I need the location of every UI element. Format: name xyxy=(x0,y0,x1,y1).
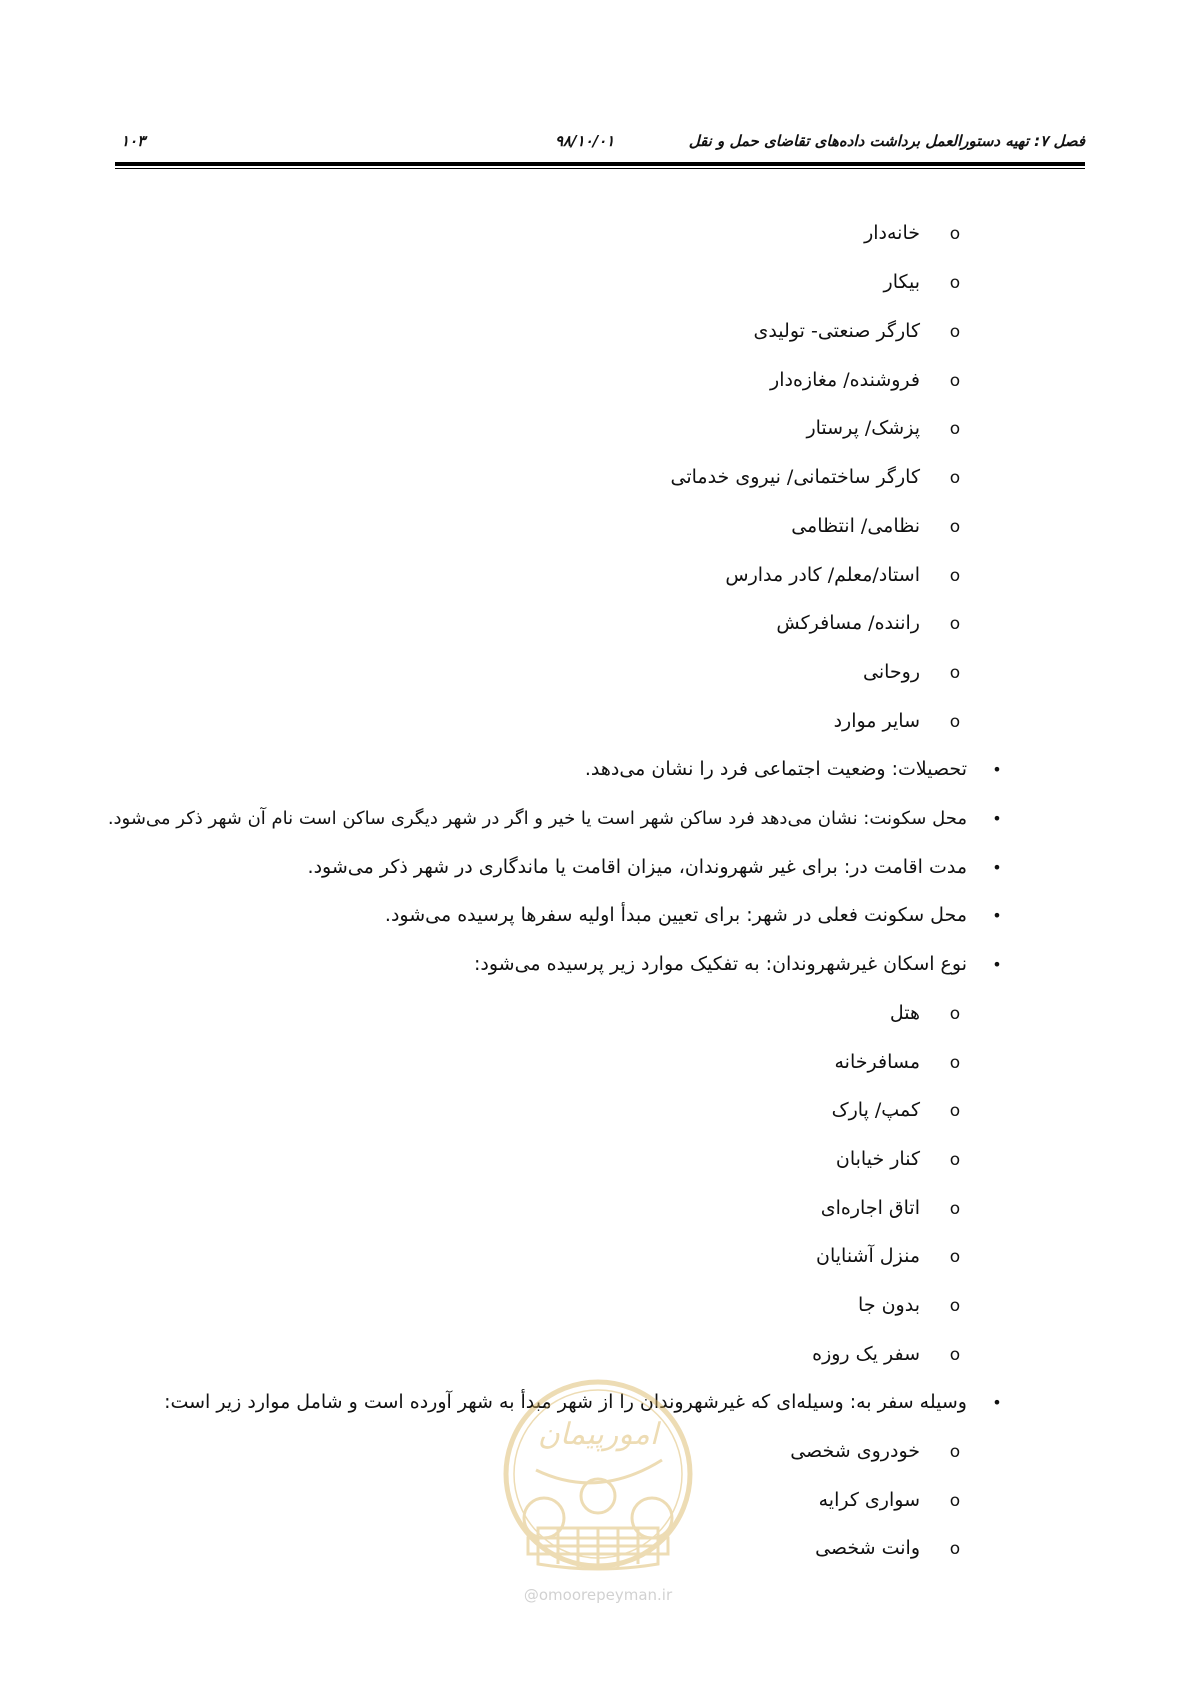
watermark-url: @omoorepeyman.ir xyxy=(523,1586,673,1604)
sub-bullet-marker: o xyxy=(949,1004,961,1024)
list-item-occupation xyxy=(791,514,968,539)
bullet-item xyxy=(108,806,1005,831)
list-item-text: سفر یک روزه xyxy=(812,1343,920,1365)
sub-bullet-marker: o xyxy=(949,1345,961,1365)
list-item-accommodation xyxy=(821,1196,968,1221)
list-item-text: هتل xyxy=(889,1002,920,1024)
header-rule-thin xyxy=(115,168,1085,169)
list-item-text: سواری کرایه xyxy=(818,1489,920,1511)
sub-bullet-marker: o xyxy=(949,1442,961,1462)
list-item-vehicle xyxy=(790,1439,968,1464)
bullet-marker: • xyxy=(992,809,1002,828)
watermark-arc-text: امورپیمان xyxy=(537,1417,659,1452)
bullet-text: نوع اسکان غیرشهروندان: به تفکیک موارد زیر پرسیده می‌شود: xyxy=(474,953,967,975)
list-item-text: کارگر ساختمانی/ نیروی خدماتی xyxy=(670,466,920,488)
bullet-marker: • xyxy=(992,760,1002,779)
header-date: ۹۸/۱۰/۰۱ xyxy=(555,132,615,150)
list-item-text: فروشنده/ مغازه‌دار xyxy=(770,369,920,391)
sub-bullet-marker: o xyxy=(949,614,961,634)
sub-bullet-marker: o xyxy=(949,468,961,488)
bullet-text: وسیله سفر به: وسیله‌ای که غیرشهروندان را از شهر مبدأ به شهر آورده است و شامل موارد زیر است: xyxy=(164,1391,967,1413)
sub-bullet-marker: o xyxy=(949,1247,961,1267)
bullet-text: محل سکونت: نشان می‌دهد فرد ساکن شهر است یا خیر و اگر در شهر دیگری ساکن است نام آن شهر ذکر می‌شود. xyxy=(107,808,967,829)
sub-bullet-marker: o xyxy=(949,1296,961,1316)
bullet-item-travel-mode xyxy=(164,1390,1005,1415)
list-item-text: اتاق اجاره‌ای xyxy=(820,1197,920,1219)
sub-bullet-marker: o xyxy=(949,712,961,732)
list-item-occupation xyxy=(806,416,968,441)
sub-bullet-marker: o xyxy=(949,419,961,439)
list-item-text: نظامی/ انتظامی xyxy=(791,515,920,537)
sub-bullet-marker: o xyxy=(949,1199,961,1219)
list-item-text: روحانی xyxy=(862,661,920,683)
list-item-accommodation xyxy=(835,1050,969,1075)
bullet-marker: • xyxy=(992,906,1002,925)
list-item-occupation xyxy=(864,221,968,246)
list-item-accommodation xyxy=(832,1098,968,1123)
list-item-text: منزل آشنایان xyxy=(816,1245,920,1267)
list-item-accommodation xyxy=(858,1293,968,1318)
list-item-accommodation xyxy=(836,1147,968,1172)
sub-bullet-marker: o xyxy=(949,371,961,391)
sub-bullet-marker: o xyxy=(949,322,961,342)
sub-bullet-marker: o xyxy=(949,663,961,683)
bullet-marker: • xyxy=(992,955,1002,974)
list-item-text: مسافرخانه xyxy=(834,1051,920,1073)
list-item-occupation xyxy=(725,563,968,588)
list-item-text: سایر موارد xyxy=(833,710,920,732)
list-item-text: کمپ/ پارک xyxy=(831,1099,920,1121)
list-item-text: کارگر صنعتی- تولیدی xyxy=(753,320,920,342)
sub-bullet-marker: o xyxy=(949,1539,961,1559)
list-item-text: پزشک/ پرستار xyxy=(806,417,920,439)
list-item-text: کنار خیابان xyxy=(835,1148,920,1170)
list-item-occupation xyxy=(753,319,968,344)
bullet-item xyxy=(474,952,1005,977)
sub-bullet-marker: o xyxy=(949,517,961,537)
sub-bullet-marker: o xyxy=(949,1101,961,1121)
list-item-vehicle xyxy=(819,1488,968,1513)
page-header xyxy=(115,128,1085,156)
sub-bullet-marker: o xyxy=(949,1150,961,1170)
list-item-occupation xyxy=(770,368,968,393)
bullet-text: تحصیلات: وضعیت اجتماعی فرد را نشان می‌دهد. xyxy=(584,758,967,780)
bullet-item xyxy=(308,855,1005,880)
bullet-item xyxy=(585,757,1005,782)
header-rule-thick xyxy=(115,162,1085,166)
list-item-occupation xyxy=(670,465,968,490)
bullet-text: مدت اقامت در: برای غیر شهروندان، میزان اقامت یا ماندگاری در شهر ذکر می‌شود. xyxy=(307,856,967,878)
list-item-occupation xyxy=(863,660,968,685)
sub-bullet-marker: o xyxy=(949,273,961,293)
list-item-text: بیکار xyxy=(883,271,920,293)
list-item-accommodation xyxy=(890,1001,968,1026)
page-number: ۱۰۳ xyxy=(121,132,146,150)
bullet-marker: • xyxy=(992,1393,1002,1412)
sub-bullet-marker: o xyxy=(949,566,961,586)
list-item-text: خانه‌دار xyxy=(864,222,920,244)
bullet-text: محل سکونت فعلی در شهر: برای تعیین مبدأ اولیه سفرها پرسیده می‌شود. xyxy=(384,904,967,926)
list-item-occupation xyxy=(776,611,968,636)
chapter-title: فصل ۷: تهیه دستورالعمل برداشت داده‌های تقاضای حمل و نقل xyxy=(688,132,1085,150)
list-item-occupation xyxy=(834,709,968,734)
list-item-occupation xyxy=(884,270,968,295)
list-item-text: وانت شخصی xyxy=(815,1537,920,1559)
list-item-text: راننده/ مسافرکش xyxy=(776,612,920,634)
list-item-text: بدون جا xyxy=(858,1294,920,1316)
list-item-text: استاد/معلم/ کادر مدارس xyxy=(725,564,920,586)
bullet-item xyxy=(385,903,1005,928)
list-item-accommodation xyxy=(812,1342,968,1367)
list-item-vehicle xyxy=(815,1536,968,1561)
list-item-accommodation xyxy=(816,1244,968,1269)
list-item-text: خودروی شخصی xyxy=(790,1440,920,1462)
sub-bullet-marker: o xyxy=(949,224,961,244)
sub-bullet-marker: o xyxy=(949,1491,961,1511)
sub-bullet-marker: o xyxy=(949,1053,961,1073)
bullet-marker: • xyxy=(992,858,1002,877)
